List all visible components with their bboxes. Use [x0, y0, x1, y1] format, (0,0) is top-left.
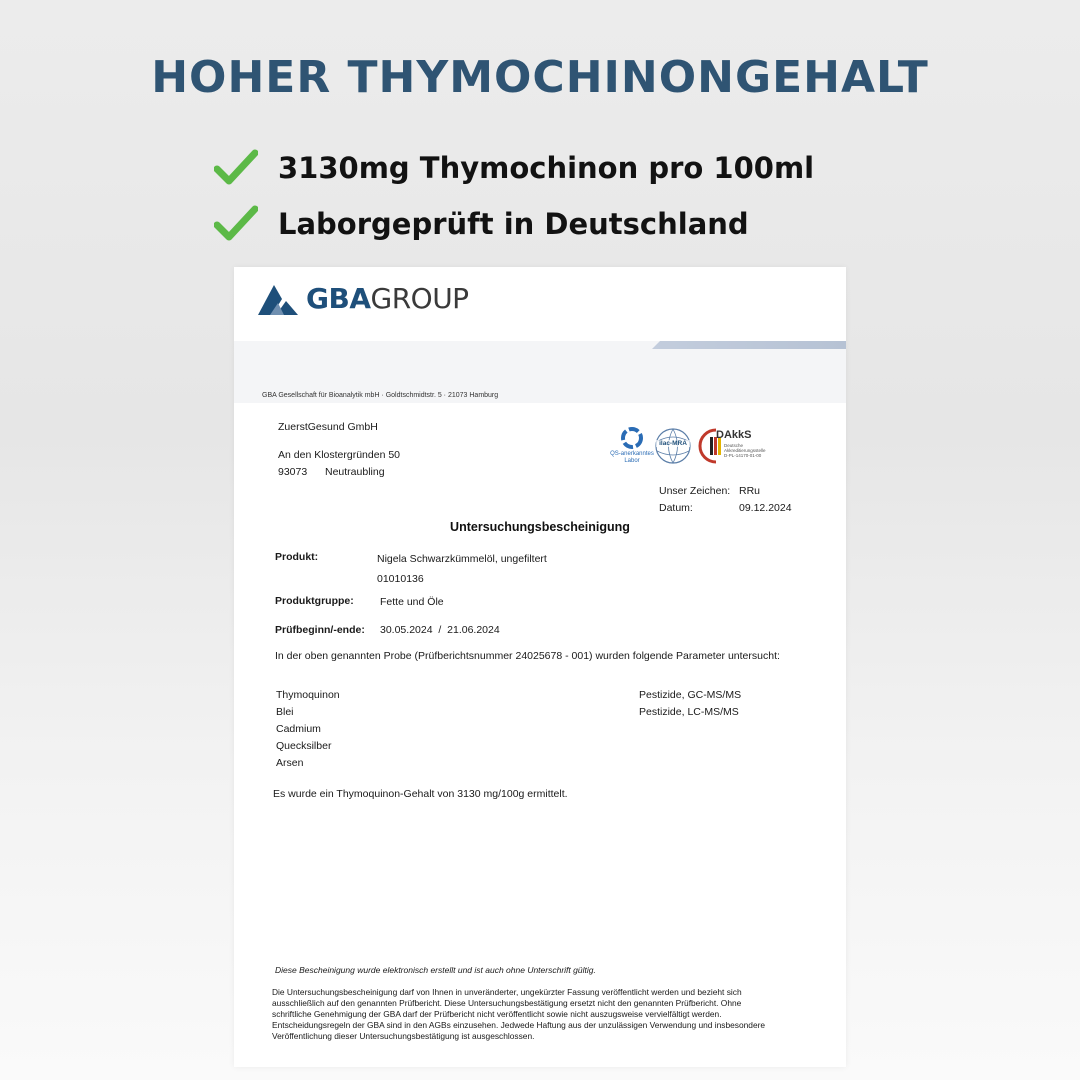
dakks-sub-3: D-PL-14170-01-00: [724, 453, 762, 458]
parameter-item: Pestizide, LC-MS/MS: [639, 706, 739, 718]
parameter-item: Thymoquinon: [276, 689, 340, 701]
product-group-value: Fette und Öle: [380, 596, 444, 608]
legal-line: Entscheidungsregeln der GBA sind in den AGBs einzusehen. Jedwede Haftung aus der unzulässigen Verwendung und insbesondere: [272, 1020, 766, 1030]
product-label: Produkt:: [275, 551, 319, 563]
check-icon: [214, 204, 258, 244]
document-title: Untersuchungsbescheinigung: [450, 520, 630, 534]
legal-line: Die Untersuchungsbescheinigung darf von Ihnen in unveränderter, ungekürzter Fassung veröffentlicht werden und bezieht sich: [272, 987, 742, 997]
dakks-label: DAkkS: [716, 429, 752, 441]
legal-line: Veröffentlichung dieser Untersuchungsbestätigung ist ausgeschlossen.: [272, 1031, 535, 1041]
logo-gba-text: GBA: [306, 282, 371, 315]
qs-label: QS-anerkanntes: [610, 451, 654, 457]
recipient-company: ZuerstGesund GmbH: [278, 421, 378, 433]
feature-item: [214, 140, 814, 196]
gba-triangle-icon: [256, 281, 300, 317]
logo-group-text: GROUP: [370, 282, 469, 315]
recipient-city: Neutraubling: [325, 466, 385, 478]
qs-label-2: Labor: [624, 458, 640, 464]
parameter-item: Arsen: [276, 757, 304, 769]
product-value: Nigela Schwarzkümmelöl, ungefiltert: [377, 553, 547, 565]
dakks-sub-2: Akkreditierungsstelle: [724, 448, 766, 453]
dakks-sub-1: Deutsche: [724, 443, 744, 448]
legal-disclaimer: [272, 987, 817, 1042]
check-icon: [214, 148, 258, 188]
accreditation-logos: [612, 425, 792, 471]
parameter-item: Blei: [276, 706, 294, 718]
result-text: Es wurde ein Thymoquinon-Gehalt von 3130 mg/100g ermittelt.: [273, 788, 568, 800]
test-period-value: 30.05.2024 / 21.06.2024: [380, 624, 500, 636]
gba-logo: [256, 281, 469, 317]
product-group-label: Produktgruppe:: [275, 595, 354, 607]
parameter-item: Pestizide, GC-MS/MS: [639, 689, 742, 701]
headline: HOHER THYMOCHINONGEHALT: [151, 52, 929, 103]
reference-sign-label: Unser Zeichen:: [659, 485, 731, 497]
sender-line: GBA Gesellschaft für Bioanalytik mbH · Goldtschmidtstr. 5 · 21073 Hamburg: [262, 392, 499, 399]
reference-date-label: Datum:: [659, 502, 693, 514]
product-number: 01010136: [377, 573, 424, 585]
legal-line: ausschließlich auf den genannten Prüfbericht. Diese Untersuchungsbestätigung ersetzt nicht den genannten Prüfbericht. Ohne: [272, 998, 742, 1008]
document-header: [234, 267, 846, 341]
test-period-label: Prüfbeginn/-ende:: [275, 624, 365, 636]
electronic-note: Diese Bescheinigung wurde elektronisch erstellt und ist auch ohne Unterschrift gültig.: [275, 965, 596, 975]
intro-text: In der oben genannten Probe (Prüfberichtsnummer 24025678 - 001) wurden folgende Parameter untersucht:: [275, 650, 780, 662]
parameter-item: Quecksilber: [276, 740, 332, 752]
certificate-document: [234, 267, 846, 1067]
legal-line: schriftliche Genehmigung der GBA darf der Prüfbericht nicht veröffentlicht sowie nicht auszugsweise vervielfältigt werden.: [272, 1009, 722, 1019]
header-stripe: [652, 341, 846, 349]
parameter-item: Cadmium: [276, 723, 321, 735]
feature-text: 3130mg Thymochinon pro 100ml: [278, 151, 815, 185]
feature-text: Laborgeprüft in Deutschland: [278, 207, 749, 241]
recipient-street: An den Klostergründen 50: [278, 449, 401, 461]
reference-date-value: 09.12.2024: [739, 502, 792, 514]
feature-list: [214, 140, 814, 252]
reference-sign-value: RRu: [739, 485, 761, 497]
feature-item: [214, 196, 814, 252]
recipient-zip: 93073: [278, 466, 308, 478]
ilac-label: ilac-MRA: [656, 440, 690, 447]
